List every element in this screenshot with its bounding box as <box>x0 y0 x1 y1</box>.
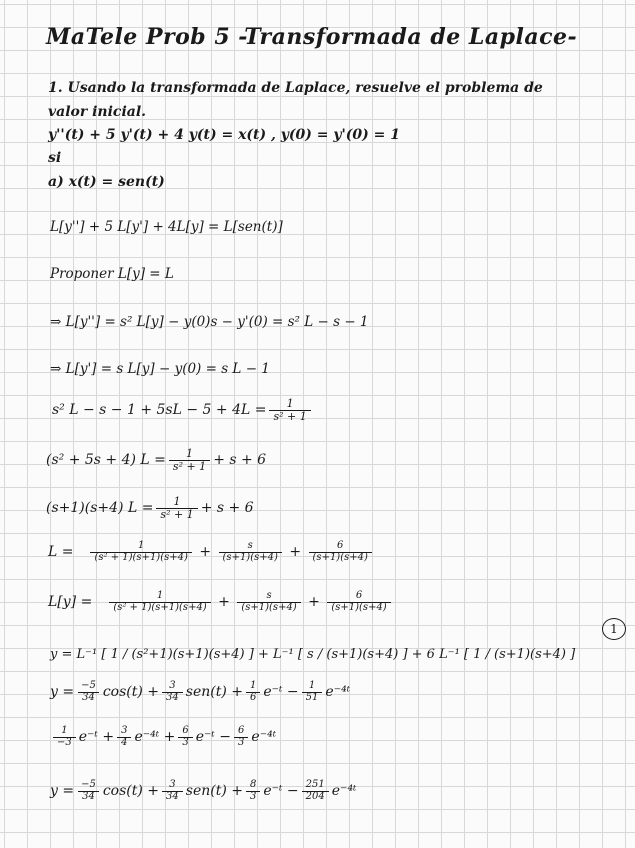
step-substitution-lhs: s² L − s − 1 + 5sL − 5 + 4L = <box>52 402 267 419</box>
fraction-numerator: 1 <box>61 725 68 736</box>
fraction <box>234 726 248 748</box>
fraction-numerator: 1 <box>249 680 257 691</box>
fraction-denominator: 6 <box>246 692 260 704</box>
term: cos(t) + <box>102 783 160 799</box>
term: e⁻ᵗ − <box>263 684 299 700</box>
final-solution-lhs: y = <box>50 783 75 799</box>
fraction <box>169 448 210 472</box>
circled-note-marker: 1 <box>602 618 626 640</box>
part-a-label: a) x(t) = sen(t) <box>48 174 165 190</box>
fraction-denominator: (s+1)(s+4) <box>219 552 282 564</box>
fraction <box>219 541 282 563</box>
fraction <box>309 541 372 563</box>
fraction-denominator: 3 <box>234 737 248 749</box>
fraction-numerator: 6 <box>337 540 344 551</box>
step-inverse-lhs: y = L⁻¹ <box>50 647 98 662</box>
step-factored-rhs: + s + 6 <box>200 500 254 517</box>
term: e⁻ᵗ − <box>195 729 232 745</box>
step-L-of-y: L[y] = $\frac{1}{\text{(s² + 1)(s+1)(s+4)}}$ + $\frac{s}{(s+1)(s+4)}$ + $\frac{6}{(s+1)(s+4)}$ <box>48 591 394 613</box>
problem-statement-line1: 1. Usando la transformada de Laplace, resuelve el problema de <box>48 80 543 96</box>
fraction <box>77 681 100 703</box>
fraction <box>178 726 192 748</box>
fraction-numerator: 1 <box>308 680 316 691</box>
fraction <box>162 681 183 703</box>
fraction-denominator: 4 <box>117 737 131 749</box>
fraction-denominator: 3 <box>246 791 260 803</box>
fraction-numerator: 1 <box>286 397 294 410</box>
step-second-derivative: ⇒ L[y''] = s² L[y] − y(0)s − y'(0) = s² L − s − 1 <box>50 314 369 330</box>
fraction <box>156 496 197 520</box>
page-title: MaTele Prob 5 -Transformada de Laplace- <box>46 24 578 50</box>
fraction <box>117 726 131 748</box>
step-partial-fractions <box>50 681 350 703</box>
fraction-numerator: 6 <box>182 725 189 736</box>
fraction-denominator: s² + 1 <box>269 410 310 423</box>
step-laplace-applied: L[y''] + 5 L[y'] + 4L[y] = L[sen(t)] <box>50 219 283 235</box>
fraction-numerator: 6 <box>238 725 245 736</box>
step-inverse-term1: [ 1 / (s²+1)(s+1)(s+4) ] <box>101 647 254 662</box>
fraction <box>77 780 100 802</box>
fraction-denominator: (s² + 1)(s+1)(s+4) <box>90 552 191 564</box>
step-substitution <box>52 398 314 422</box>
term: e⁻ᵗ − <box>263 783 299 799</box>
fraction-denominator: 34 <box>78 692 99 704</box>
fraction-numerator: 1 <box>186 447 194 460</box>
fraction-numerator: −5 <box>81 680 96 691</box>
final-solution <box>50 780 357 802</box>
fraction-denominator: 34 <box>162 692 183 704</box>
term: sen(t) + <box>185 684 243 700</box>
fraction <box>302 780 329 802</box>
fraction-denominator: (s+1)(s+4) <box>327 602 390 614</box>
fraction-denominator: (s+1)(s+4) <box>237 602 300 614</box>
term: e⁻⁴ᵗ <box>251 729 277 745</box>
term: e⁻⁴ᵗ + <box>134 729 176 745</box>
step-grouped-lhs: (s² + 5s + 4) L = <box>46 452 166 469</box>
fraction-denominator: 51 <box>302 692 323 704</box>
fraction-numerator: 8 <box>249 779 257 790</box>
term: e⁻ᵗ + <box>78 729 115 745</box>
fraction-denominator: 3 <box>178 737 192 749</box>
fraction-numerator: 3 <box>121 725 128 736</box>
fraction <box>90 541 191 563</box>
fraction <box>246 780 260 802</box>
fraction <box>162 780 183 802</box>
fraction-numerator: s <box>266 590 272 601</box>
problem-statement-line2: valor inicial. <box>48 104 147 120</box>
step-pf-lhs: y = <box>50 684 75 700</box>
fraction <box>53 726 76 748</box>
fraction-denominator: s² + 1 <box>169 460 210 473</box>
fraction-numerator: 1 <box>156 590 164 601</box>
term: e⁻⁴ᵗ <box>325 684 351 700</box>
fraction-numerator: 1 <box>138 540 145 551</box>
term: cos(t) + <box>102 684 160 700</box>
term: sen(t) + <box>185 783 243 799</box>
fraction-denominator: 34 <box>162 791 183 803</box>
step-grouped <box>46 448 266 472</box>
step-inverse-laplace <box>50 647 575 662</box>
step-inverse-rest: + L⁻¹ [ s / (s+1)(s+4) ] + 6 L⁻¹ [ 1 / (s+1)(s+4) ] <box>257 647 576 662</box>
fraction-numerator: −5 <box>81 779 96 790</box>
step-grouped-rhs: + s + 6 <box>213 452 267 469</box>
step-solve-L-lhs: L = <box>48 544 74 560</box>
fraction-numerator: 6 <box>355 590 363 601</box>
fraction-denominator: 34 <box>78 791 99 803</box>
fraction-denominator: (s² + 1)(s+1)(s+4) <box>109 602 210 614</box>
fraction-denominator: −3 <box>53 737 76 749</box>
differential-equation: y''(t) + 5 y'(t) + 4 y(t) = x(t) , y(0) = y'(0) = 1 <box>48 127 400 143</box>
fraction <box>237 591 300 613</box>
fraction-numerator: 3 <box>169 680 176 691</box>
step-factored <box>46 496 254 520</box>
step-proponer: Proponer L[y] = L <box>50 266 174 282</box>
fraction <box>327 591 390 613</box>
step-first-derivative: ⇒ L[y'] = s L[y] − y(0) = s L − 1 <box>50 361 270 377</box>
fraction <box>302 681 323 703</box>
step-L-of-y-lhs: L[y] = <box>48 594 93 610</box>
fraction-denominator: s² + 1 <box>156 508 197 521</box>
si-label: si <box>48 150 62 166</box>
fraction <box>246 681 260 703</box>
fraction-numerator: 251 <box>305 779 325 790</box>
fraction-denominator: (s+1)(s+4) <box>309 552 372 564</box>
fraction <box>109 591 210 613</box>
fraction <box>269 398 310 422</box>
step-factored-lhs: (s+1)(s+4) L = <box>46 500 154 517</box>
fraction-denominator: 204 <box>302 791 329 803</box>
step-remaining-terms <box>50 726 276 748</box>
fraction-numerator: 3 <box>169 779 176 790</box>
term: e⁻⁴ᵗ <box>331 783 357 799</box>
fraction-numerator: 1 <box>173 495 181 508</box>
step-solve-L: L = $\frac{1}{\text{(s² + 1)(s+1)(s+4)}}$ + $\frac{s}{(s+1)(s+4)}$ + $\frac{6}{(s+1)(s+4)}$ <box>48 541 375 563</box>
fraction-numerator: s <box>247 540 253 551</box>
